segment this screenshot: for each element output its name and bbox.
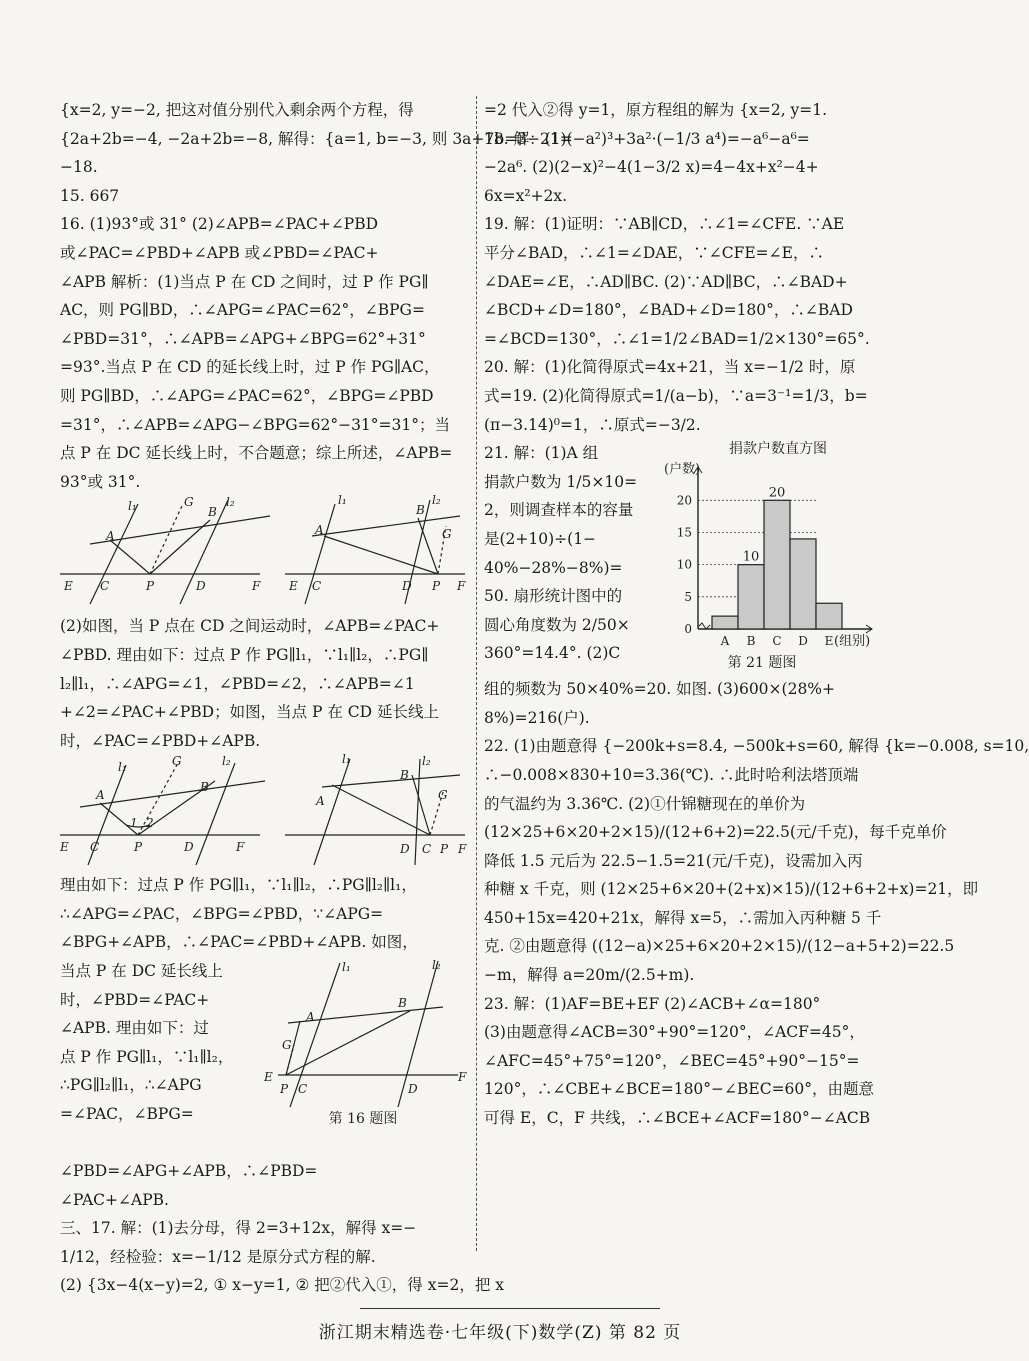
svg-text:l₁: l₁: [342, 960, 351, 975]
text-line: 降低 1.5 元后为 22.5−1.5=21(元/千克)，设需加入丙: [484, 851, 863, 870]
svg-text:A: A: [316, 794, 325, 809]
text-line: 18. 解：(1)(−a²)³+3a²·(−1/3 a⁴)=−a⁶−a⁶=: [484, 129, 810, 148]
svg-text:F: F: [236, 840, 245, 855]
answer-block-q16-with-figure: [60, 957, 468, 1157]
text-line: 93°或 31°.: [60, 472, 141, 491]
text-line: 种糖 x 千克，则 (12×25+6×20+(2+x)×15)/(12+6+2+x)=21，即: [484, 880, 979, 899]
svg-text:F: F: [458, 1070, 467, 1085]
svg-text:l₁: l₁: [118, 760, 127, 775]
text-line: 1/12，经检验：x=−1/12 是原分式方程的解.: [60, 1247, 376, 1266]
text-line: 2，则调查样本的容量: [484, 501, 634, 520]
answer-text-q16-part4: [60, 957, 250, 1129]
svg-text:B: B: [400, 768, 409, 783]
text-line: −2a⁶. (2)(2−x)²−4(1−3/2 x)=4−4x+x²−4+: [484, 158, 819, 177]
text-line: 22. (1)由题意得 {−200k+s=8.4, −500k+s=60, 解得 {k=−0.008, s=10,: [484, 737, 1029, 756]
text-line: ∠APB 解析：(1)当点 P 在 CD 之间时，过 P 作 PG∥: [60, 272, 429, 291]
text-line: 圆心角度数为 2/50×: [484, 615, 630, 634]
text-line: 点 P 作 PG∥l₁，∵l₁∥l₂，: [60, 1047, 234, 1066]
y-tick-label: 20: [676, 493, 692, 508]
svg-text:P: P: [440, 842, 449, 857]
svg-text:F: F: [457, 579, 466, 594]
svg-text:D: D: [408, 1082, 418, 1097]
svg-text:l₂: l₂: [222, 754, 231, 769]
svg-text:P: P: [134, 840, 143, 855]
text-line: 式=19. (2)化简得原式=1/(a−b)，∵a=3⁻¹=1/3，b=: [484, 386, 868, 405]
svg-text:E: E: [60, 840, 69, 855]
svg-text:B: B: [200, 780, 209, 795]
svg-text:A: A: [106, 529, 115, 544]
text-line: =∠PAC，∠BPG=: [60, 1105, 194, 1124]
text-line: ∠PBD=31°，∴∠APB=∠APG+∠BPG=62°+31°: [60, 329, 426, 348]
svg-text:E: E: [264, 1070, 273, 1085]
svg-text:B: B: [398, 996, 407, 1011]
answer-block-q21-23: [484, 675, 1029, 1133]
svg-text:l₁: l₁: [338, 493, 347, 508]
text-line: (3)由题意得∠ACB=30°+90°=120°，∠ACF=45°，: [484, 1023, 865, 1042]
histogram-bar: [712, 616, 738, 629]
chart-caption: 第 21 题图: [727, 655, 797, 672]
svg-text:A: A: [306, 1010, 315, 1025]
text-line: 平分∠BAD，∴∠1=∠DAE，∵∠CFE=∠E，∴: [484, 243, 824, 262]
svg-text:l₁: l₁: [342, 752, 351, 767]
text-line: AC，则 PG∥BD，∴∠APG=∠PAC=62°，∠BPG=: [60, 301, 425, 320]
text-line: ∠PBD. 理由如下：过点 P 作 PG∥l₁，∵l₁∥l₂，∴PG∥: [60, 645, 429, 664]
text-line: +∠2=∠PAC+∠PBD；如图，当点 P 在 CD 延长线上: [60, 703, 440, 722]
text-line: 理由如下：过点 P 作 PG∥l₁，∵l₁∥l₂，∴PG∥l₂∥l₁，: [60, 876, 417, 895]
svg-text:D: D: [196, 579, 206, 594]
text-line: −18.: [60, 158, 98, 177]
text-line: {2a+2b=−4, −2a+2b=−8, 解得：{a=1, b=−3, 则 3a+7b=3−21=: [60, 129, 573, 148]
y-axis-label: (户数): [664, 462, 701, 478]
text-line: =∠BCD=130°，∴∠1=1/2∠BAD=1/2×130°=65°.: [484, 329, 870, 348]
text-line: 8%)=216(户).: [484, 708, 590, 727]
svg-text:C: C: [100, 579, 110, 594]
histogram-bar: [764, 500, 790, 629]
svg-text:l₂: l₂: [422, 754, 431, 769]
text-line: ∠DAE=∠E，∴AD∥BC. (2)∵AD∥BC，∴∠BAD+: [484, 272, 848, 291]
x-tick-label: C: [772, 634, 782, 649]
histogram-bar: [790, 539, 816, 629]
svg-text:C: C: [312, 579, 322, 594]
text-line: 50. 扇形统计图中的: [484, 587, 623, 606]
svg-text:G: G: [438, 788, 448, 803]
chart-title: 捐款户数直方图: [729, 441, 827, 458]
text-line: 16. (1)93°或 31° (2)∠APB=∠PAC+∠PBD: [60, 215, 379, 234]
text-line: ∠PBD=∠APG+∠APB，∴∠PBD=: [60, 1162, 318, 1181]
svg-text:D: D: [184, 840, 194, 855]
answer-block-q17-20: [484, 96, 894, 439]
text-line: 捐款户数为 1/5×10=: [484, 472, 638, 491]
text-line: 则 PG∥BD，∴∠APG=∠PAC=62°，∠BPG=∠PBD: [60, 386, 434, 405]
x-tick-label: D: [798, 634, 808, 649]
svg-text:F: F: [458, 842, 467, 857]
text-line: (2) {3x−4(x−y)=2, ① x−y=1, ② 把②代入①，得 x=2，把 x: [60, 1276, 504, 1295]
axis-break: [698, 623, 710, 629]
text-line: 450+15x=420+21x，解得 x=5，∴需加入丙种糖 5 千: [484, 908, 882, 927]
footer-rule: [360, 1308, 660, 1309]
svg-text:B: B: [416, 503, 425, 518]
text-line: 6x=x²+2x.: [484, 186, 568, 205]
svg-text:P: P: [146, 579, 155, 594]
svg-text:l₂: l₂: [226, 495, 235, 510]
text-line: =2 代入②得 y=1，原方程组的解为 {x=2, y=1.: [484, 101, 828, 119]
svg-text:E: E: [64, 579, 73, 594]
x-axis-label: (组别): [834, 634, 871, 650]
svg-text:G: G: [172, 754, 182, 769]
text-line: 点 P 在 DC 延长线上时，不合题意；综上所述，∠APB=: [60, 444, 453, 463]
text-line: −m，解得 a=20m/(2.5+m).: [484, 966, 695, 985]
svg-text:D: D: [402, 579, 412, 594]
text-line: ∠BPG+∠APB，∴∠PAC=∠PBD+∠APB. 如图，: [60, 933, 418, 952]
text-line: 克. ②由题意得 ((12−a)×25+6×20+2×15)/(12−a+5+2)=22.5: [484, 937, 955, 956]
svg-text:B: B: [208, 505, 217, 520]
svg-text:D: D: [400, 842, 410, 857]
x-tick-label: A: [720, 634, 730, 649]
svg-text:P: P: [432, 579, 441, 594]
text-line: (12×25+6×20+2×15)/(12+6+2)=22.5(元/千克)，每千克单价: [484, 823, 947, 842]
page-footer: 浙江期末精选卷·七年级(下)数学(Z) 第 82 页: [318, 1323, 682, 1343]
text-line: (π−3.14)⁰=1，∴原式=−3/2.: [484, 415, 701, 434]
text-line: 15. 667: [60, 186, 120, 205]
histogram-chart: [662, 439, 894, 675]
svg-text:C: C: [298, 1082, 308, 1097]
bar-data-label: 20: [768, 485, 786, 501]
svg-text:G: G: [442, 527, 452, 542]
svg-text:2: 2: [146, 816, 154, 831]
text-line: l₂∥l₁，∴∠APG=∠1，∠PBD=∠2，∴∠APB=∠1: [60, 674, 415, 693]
text-line: ∠PAC+∠APB.: [60, 1190, 169, 1209]
text-line: 的气温约为 3.36℃. (2)①什锦糖现在的单价为: [484, 794, 806, 813]
text-line: ∴−0.008×830+10=3.36(℃). ∴此时哈利法塔顶端: [484, 765, 859, 784]
text-line: 可得 E，C，F 共线，∴∠BCE+∠ACF=180°−∠ACB: [484, 1109, 871, 1128]
svg-text:l₂: l₂: [432, 493, 441, 508]
text-line: 三、17. 解：(1)去分母，得 2=3+12x，解得 x=−: [60, 1219, 417, 1238]
answer-block-q16-part2: [60, 612, 468, 755]
svg-text:G: G: [282, 1038, 292, 1053]
text-line: ∴PG∥l₂∥l₁，∴∠APG: [60, 1076, 202, 1095]
svg-text:1: 1: [130, 816, 138, 831]
svg-text:l₁: l₁: [128, 499, 137, 514]
y-tick-label: 10: [676, 557, 692, 572]
x-tick-label: E: [824, 634, 834, 649]
text-line: 时，∠PAC=∠PBD+∠APB.: [60, 731, 261, 750]
y-tick-label: 5: [684, 589, 692, 604]
y-tick-label: 0: [684, 622, 692, 637]
text-line: =93°.当点 P 在 CD 的延长线上时，过 P 作 PG∥AC，: [60, 358, 440, 377]
text-line: 19. 解：(1)证明：∵AB∥CD，∴∠1=∠CFE. ∵AE: [484, 215, 845, 234]
svg-text:C: C: [90, 840, 100, 855]
histogram-bar: [816, 603, 842, 629]
svg-text:A: A: [315, 523, 324, 538]
right-column: [484, 96, 1029, 1133]
text-line: 23. 解：(1)AF=BE+EF (2)∠ACB+∠α=180°: [484, 994, 821, 1013]
svg-text:l₂: l₂: [432, 958, 441, 973]
text-line: 时，∠PBD=∠PAC+: [60, 990, 210, 1009]
figure-16-middle: [60, 752, 468, 871]
text-line: 是(2+10)÷(1−: [484, 529, 597, 548]
text-line: 40%−28%−8%)=: [484, 558, 623, 577]
text-line: =31°，∴∠APB=∠APG−∠BPG=62°−31°=31°；当: [60, 415, 450, 434]
text-line: 20. 解：(1)化简得原式=4x+21，当 x=−1/2 时，原: [484, 358, 856, 377]
text-line: ∠BCD+∠D=180°，∠BAD+∠D=180°，∴∠BAD: [484, 301, 853, 320]
figure-16-caption: 第 16 题图: [328, 1111, 398, 1128]
histogram-bar: [738, 565, 764, 629]
text-line: {x=2, y=−2, 把这对值分别代入剩余两个方程，得: [60, 101, 414, 119]
figure-16-top: [60, 493, 468, 612]
x-tick-label: B: [746, 634, 756, 649]
answer-block-q21: [484, 439, 894, 675]
svg-text:F: F: [252, 579, 261, 594]
svg-text:E: E: [289, 579, 298, 594]
text-line: ∠AFC=45°+75°=120°，∠BEC=45°+90°−15°=: [484, 1051, 860, 1070]
answer-text-q21: [484, 439, 664, 668]
text-line: ∠APB. 理由如下：过: [60, 1019, 209, 1038]
text-line: 21. 解：(1)A 组: [484, 444, 599, 463]
text-line: 120°，∴∠CBE+∠BCE=180°−∠BEC=60°，由题意: [484, 1080, 875, 1099]
text-line: 组的频数为 50×40%=20. 如图. (3)600×(28%+: [484, 680, 836, 699]
answer-block-q16-part3: [60, 871, 468, 957]
column-divider: [476, 96, 477, 1251]
text-line: (2)如图，当 P 点在 CD 之间运动时，∠APB=∠PAC+: [60, 617, 440, 636]
y-tick-label: 15: [676, 525, 692, 540]
svg-text:A: A: [96, 788, 105, 803]
text-line: ∴∠APG=∠PAC，∠BPG=∠PBD，∵∠APG=: [60, 904, 384, 923]
figure-16-bottom: [258, 957, 468, 1127]
text-line: 或∠PAC=∠PBD+∠APB 或∠PBD=∠PAC+: [60, 243, 379, 262]
bar-data-label: 10: [742, 549, 760, 565]
answer-block-q16-17: [60, 1157, 504, 1300]
svg-text:C: C: [422, 842, 432, 857]
text-line: 360°=14.4°. (2)C: [484, 644, 621, 663]
text-line: 当点 P 在 DC 延长线上: [60, 962, 223, 981]
svg-text:P: P: [280, 1082, 289, 1097]
svg-text:G: G: [184, 495, 194, 510]
